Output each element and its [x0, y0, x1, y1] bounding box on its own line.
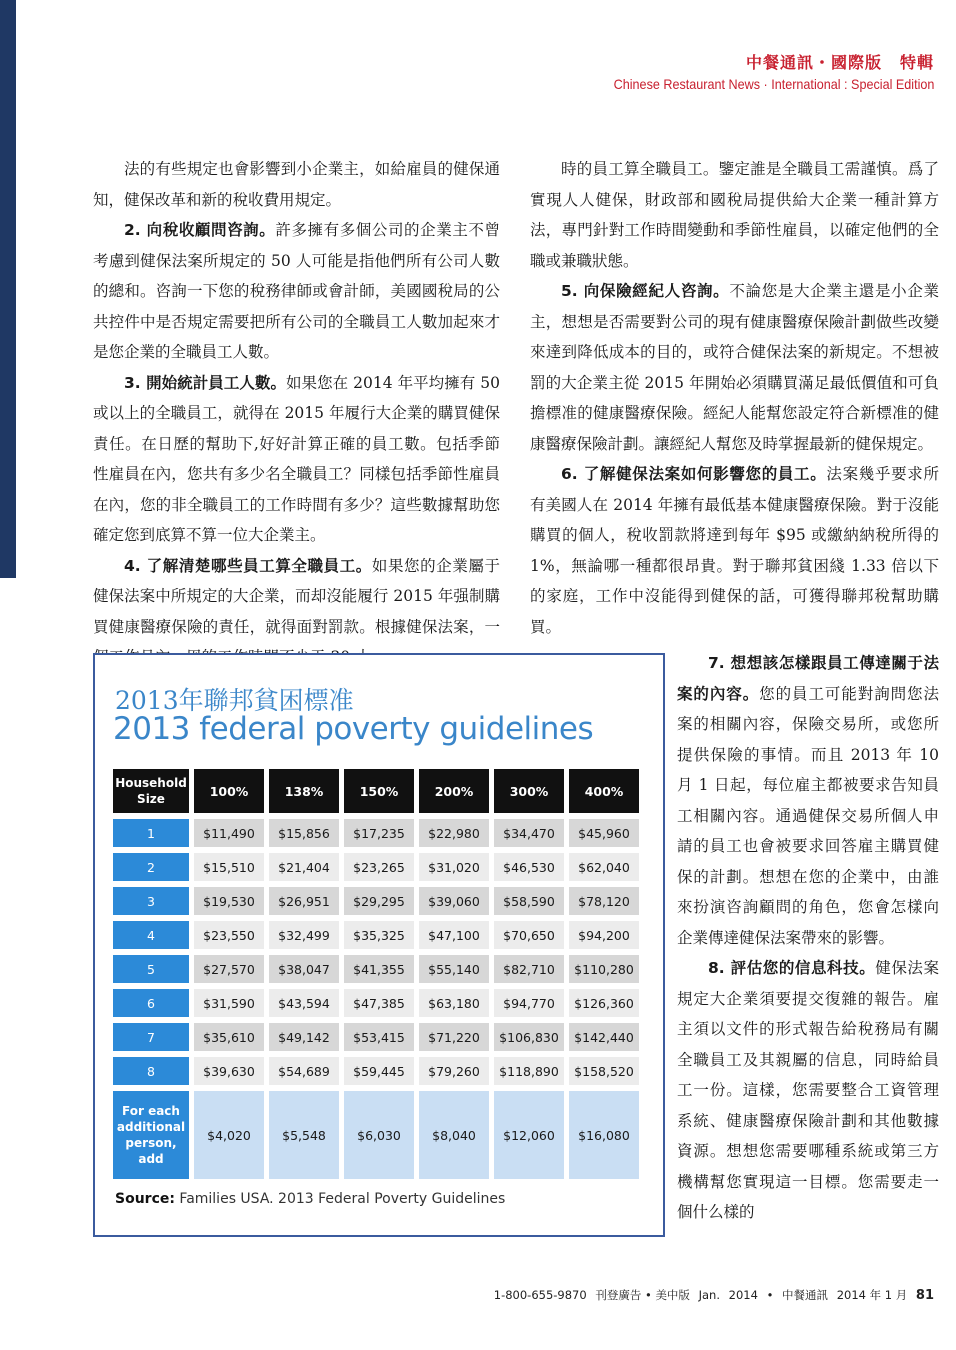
- value-cell: $94,770: [494, 989, 564, 1017]
- table-title-zh: 2013年聯邦貧困標准: [115, 686, 354, 715]
- footer-bullet: •: [766, 1288, 774, 1302]
- paragraph-text: 不論您是大企業主還是小企業主，想想是否需要對公司的現有健康醫療保險計劃做些改變來達到降低成本的目的，或符合健保法案的新規定。不想被罰的大企業主從 2015 年開始必須購買滿足最低價值和可負擔標准的健康醫療保險。經紀人能幫您設定符合新標准的健康醫療保險計劃。讓經紀人幫您及時掌握最新的健保規定。: [530, 282, 939, 453]
- table-row: [113, 989, 639, 1017]
- household-size-cell: 8: [113, 1057, 189, 1085]
- page-number: 81: [915, 1288, 934, 1303]
- value-cell: $34,470: [494, 819, 564, 847]
- value-cell: $49,142: [269, 1023, 339, 1051]
- paragraph: [677, 953, 939, 1228]
- table-row: [113, 1023, 639, 1051]
- value-cell: $62,040: [569, 853, 639, 881]
- value-cell: $63,180: [419, 989, 489, 1017]
- value-cell: $38,047: [269, 955, 339, 983]
- table-title-en: 2013 federal poverty guidelines: [113, 711, 594, 747]
- table-row-additional: [113, 1091, 639, 1179]
- household-size-cell: 7: [113, 1023, 189, 1051]
- paragraph-heading: 3. 開始統計員工人數。: [124, 373, 287, 392]
- value-cell: $41,355: [344, 955, 414, 983]
- household-size-cell: 5: [113, 955, 189, 983]
- table-row: [113, 819, 639, 847]
- page-footer: [489, 1287, 934, 1303]
- value-cell: $59,445: [344, 1057, 414, 1085]
- additional-person-label: For each additional person, add: [113, 1091, 189, 1179]
- footer-year: 2014: [728, 1288, 758, 1302]
- value-cell: $31,020: [419, 853, 489, 881]
- header-title-en: Chinese Restaurant News · International : Special Edition: [613, 76, 934, 92]
- paragraph: [93, 154, 500, 215]
- value-cell: $79,260: [419, 1057, 489, 1085]
- paragraph-text: 如果您在 2014 年平均擁有 50 或以上的全職員工，就得在 2015 年履行大企業的購買健保責任。在日歷的幫助下,好好計算正確的員工數。包括季節性雇員在內，您共有多少名全職員工？同樣包括季節性雇員在內，您的非全職員工的工作時間有多少？這些數據幫助您確定您到底算不算一位大企業主。: [93, 373, 500, 544]
- value-cell: $46,530: [494, 853, 564, 881]
- value-cell: $118,890: [494, 1057, 564, 1085]
- footer-pub: 中餐通訊: [782, 1288, 829, 1302]
- value-cell: $106,830: [494, 1023, 564, 1051]
- header-percent: 200%: [419, 769, 489, 813]
- value-cell: $35,325: [344, 921, 414, 949]
- value-cell: $45,960: [569, 819, 639, 847]
- table-row: [113, 887, 639, 915]
- value-cell: $126,360: [569, 989, 639, 1017]
- value-cell: $47,100: [419, 921, 489, 949]
- value-cell: $55,140: [419, 955, 489, 983]
- header-section-zh: 特輯: [899, 53, 934, 72]
- paragraph-text: 健保法案規定大企業須要提交復雜的報告。雇主須以文件的形式報告給稅務局有關全職員工及其親屬的信息，同時給員工一份。這樣，您需要整合工資管理系統、健康醫療保險計劃和其他數據資源。想想您需要哪種系統或第三方機構幫您實現這一目標。您需要走一個什么樣的: [677, 959, 939, 1221]
- table-row: [113, 1057, 639, 1085]
- value-cell: $94,200: [569, 921, 639, 949]
- household-size-cell: 3: [113, 887, 189, 915]
- text-column-middle: [530, 154, 939, 642]
- header-percent: 400%: [569, 769, 639, 813]
- footer-phone: 1-800-655-9870: [493, 1288, 587, 1302]
- household-size-cell: 6: [113, 989, 189, 1017]
- table-row: [113, 955, 639, 983]
- value-cell: $16,080: [569, 1091, 639, 1179]
- page-header: [578, 50, 934, 92]
- header-title-zh: 中餐通訊・國際版: [745, 53, 882, 72]
- value-cell: $32,499: [269, 921, 339, 949]
- text-column-left: [93, 154, 500, 673]
- paragraph-text: 如果您的企業屬于健保法案中所規定的大企業，而却沒能履行 2015 年强制購買健康醫療保險的責任，就得面對罰款。根據健保法案，一: [93, 556, 500, 636]
- paragraph-heading: 8. 評估您的信息科技。: [708, 959, 876, 977]
- header-percent: 100%: [194, 769, 264, 813]
- value-cell: $27,570: [194, 955, 264, 983]
- paragraph-heading: 6. 了解健保法案如何影響您的員工。: [561, 465, 827, 483]
- source-text: Families USA. 2013 Federal Poverty Guidelines: [179, 1191, 506, 1207]
- table-source: [115, 1191, 505, 1207]
- value-cell: $71,220: [419, 1023, 489, 1051]
- paragraph-heading: 5. 向保險經紀人咨詢。: [561, 282, 730, 300]
- header-percent: 300%: [494, 769, 564, 813]
- left-accent-bar: [0, 0, 16, 578]
- value-cell: $58,590: [494, 887, 564, 915]
- value-cell: $29,295: [344, 887, 414, 915]
- value-cell: $23,265: [344, 853, 414, 881]
- value-cell: $21,404: [269, 853, 339, 881]
- footer-ad: 刊登廣告 • 美中版: [595, 1288, 690, 1302]
- paragraph: [93, 215, 500, 368]
- paragraph-text: 您的員工可能對詢問您法案的相關內容，保險交易所，或您所提供保險的事情。而且 2013 年 10 月 1 日起，每位雇主都被要求告知員工相關內容。通過健保交易所個人申請的員工也會被要求回答雇主購買健保的計劃。想想在您的企業中，由誰來扮演咨詢顧問的角色，您會怎樣向企業傳達健保法案帶來的影響。: [677, 684, 939, 947]
- value-cell: $39,630: [194, 1057, 264, 1085]
- paragraph-text: 時的員工算全職員工。鑒定誰是全職員工需謹慎。爲了實現人人健保，財政部和國稅局提供給大企業一種計算方法，專門針對工作時間變動和季節性雇員，以確定他們的全職或兼職狀態。: [530, 160, 939, 270]
- value-cell: $11,490: [194, 819, 264, 847]
- value-cell: $17,235: [344, 819, 414, 847]
- footer-date-zh: 2014 年 1 月: [836, 1288, 908, 1302]
- value-cell: $82,710: [494, 955, 564, 983]
- value-cell: $22,980: [419, 819, 489, 847]
- source-label: Source:: [115, 1191, 175, 1207]
- value-cell: $35,610: [194, 1023, 264, 1051]
- value-cell: $39,060: [419, 887, 489, 915]
- table-row: [113, 921, 639, 949]
- value-cell: $43,594: [269, 989, 339, 1017]
- value-cell: $70,650: [494, 921, 564, 949]
- paragraph-text: 法案幾乎要求所有美國人在 2014 年擁有最低基本健康醫療保險。對于沒能購買的個人，稅收罰款將達到每年 $95 或繳納納稅所得的 1%，無論哪一種都很昂貴。對于聯邦貧困綫 1.33 倍以下的家庭，工作中沒能得到健保的話，可獲得聯邦稅幫助購買。: [530, 465, 939, 636]
- value-cell: $6,030: [344, 1091, 414, 1179]
- header-percent: 150%: [344, 769, 414, 813]
- paragraph-text: 許多擁有多個公司的企業主不曾考慮到健保法案所規定的 50 人可能是指他們所有公司人數的總和。咨詢一下您的稅務律師或會計師，美國國稅局的公共控件中是否規定需要把所有公司的全職員工人數加起來才是您企業的全職員工人數。: [93, 221, 500, 361]
- paragraph-heading: 2. 向稅收顧問咨詢。: [124, 221, 276, 239]
- value-cell: $15,856: [269, 819, 339, 847]
- text-column-right: [677, 648, 939, 1228]
- value-cell: $19,530: [194, 887, 264, 915]
- paragraph: [530, 276, 939, 459]
- paragraph: [677, 648, 939, 953]
- value-cell: $26,951: [269, 887, 339, 915]
- value-cell: $54,689: [269, 1057, 339, 1085]
- value-cell: $8,040: [419, 1091, 489, 1179]
- table-row: [113, 853, 639, 881]
- paragraph: [530, 459, 939, 642]
- paragraph-heading: 7. 想想該怎樣跟員工傳達關于法案的內容。: [677, 654, 939, 703]
- paragraph-text: 法的有些規定也會影響到小企業主，如給雇員的健保通知，健保改革和新的稅收費用規定。: [93, 160, 500, 209]
- value-cell: $15,510: [194, 853, 264, 881]
- value-cell: $158,520: [569, 1057, 639, 1085]
- table-header-row: [113, 769, 639, 813]
- header-percent: 138%: [269, 769, 339, 813]
- value-cell: $53,415: [344, 1023, 414, 1051]
- value-cell: $47,385: [344, 989, 414, 1017]
- household-size-cell: 2: [113, 853, 189, 881]
- poverty-table: [108, 763, 644, 1185]
- household-size-cell: 4: [113, 921, 189, 949]
- poverty-guidelines-box: [93, 653, 665, 1237]
- value-cell: $110,280: [569, 955, 639, 983]
- value-cell: $23,550: [194, 921, 264, 949]
- value-cell: $12,060: [494, 1091, 564, 1179]
- header-household-size: Household Size: [113, 769, 189, 813]
- value-cell: $31,590: [194, 989, 264, 1017]
- value-cell: $4,020: [194, 1091, 264, 1179]
- paragraph: [93, 368, 500, 551]
- paragraph: [530, 154, 939, 276]
- value-cell: $78,120: [569, 887, 639, 915]
- footer-date-en: Jan.: [698, 1288, 720, 1302]
- household-size-cell: 1: [113, 819, 189, 847]
- value-cell: $5,548: [269, 1091, 339, 1179]
- value-cell: $142,440: [569, 1023, 639, 1051]
- paragraph-heading: 4. 了解清楚哪些員工算全職員工。: [124, 556, 372, 575]
